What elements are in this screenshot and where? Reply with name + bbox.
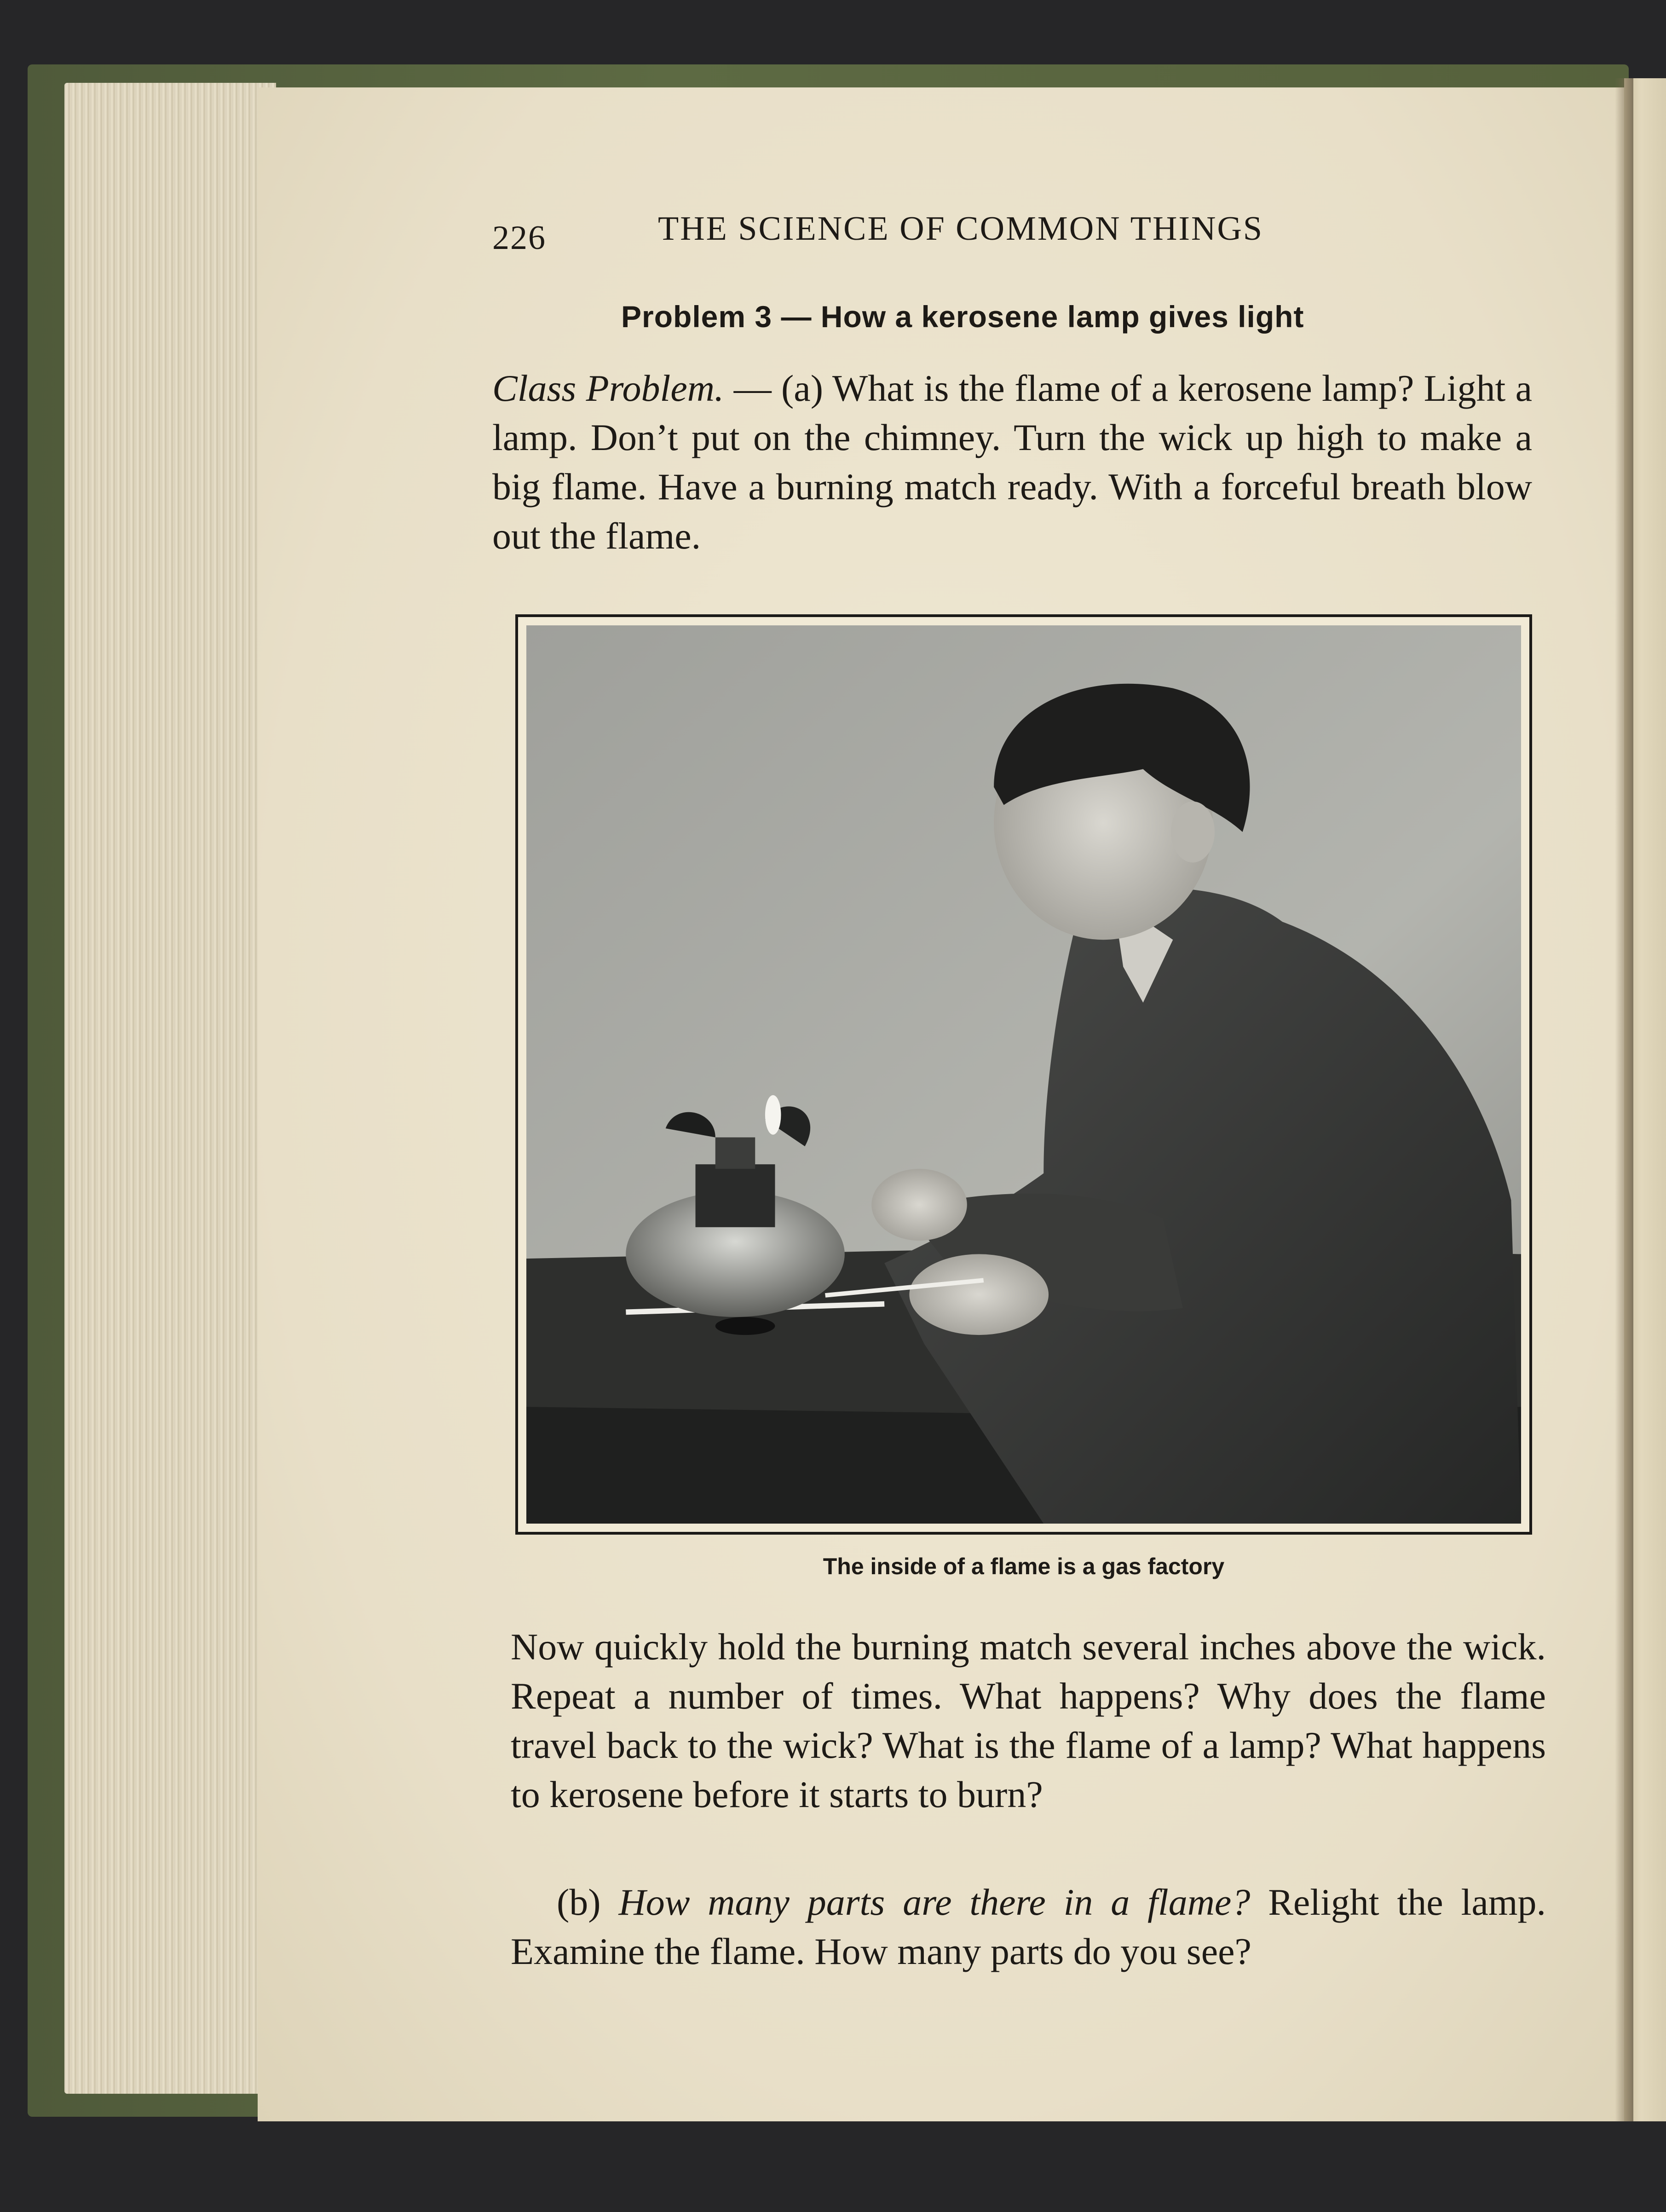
class-problem-text: — (a) What is the flame of a kerosene lamp? Light a lamp. Don’t put on the chimney. Turn the wick up high to make a big flame. Have a burning match ready. With a forceful breath blow out the flame. [492, 367, 1532, 557]
page-number: 226 [492, 219, 546, 257]
problem-title: Problem 3 — How a kerosene lamp gives light [621, 300, 1304, 334]
book-title: THE SCIENCE OF COMMON THINGS [658, 210, 1264, 248]
part-b-text: Relight the lamp. Examine the flame. How many parts do you see? [511, 1881, 1546, 1972]
part-b-question: How many parts are there in a flame? [618, 1881, 1251, 1923]
figure-photo-boy-with-lamp [526, 625, 1521, 1524]
running-head [492, 209, 1366, 260]
paragraph-class-problem [492, 364, 1532, 575]
photo-illustration [526, 625, 1521, 1524]
figure-frame [515, 614, 1532, 1535]
figure-caption: The inside of a flame is a gas factory [823, 1554, 1225, 1579]
part-b-marker: (b) [557, 1881, 619, 1923]
page-gutter [1615, 78, 1633, 2121]
page-edges [64, 83, 276, 2094]
paragraph-b-parts-of-flame [511, 1877, 1546, 1979]
paragraph-now-quickly: Now quickly hold the burning match several inches above the wick. Repeat a number of times. What happens? Why does the flame travel back to the wick? What is the flame of a lamp? What happens to kerosene before it starts to burn? [511, 1626, 1546, 1815]
class-problem-label: Class Problem. [492, 367, 724, 409]
